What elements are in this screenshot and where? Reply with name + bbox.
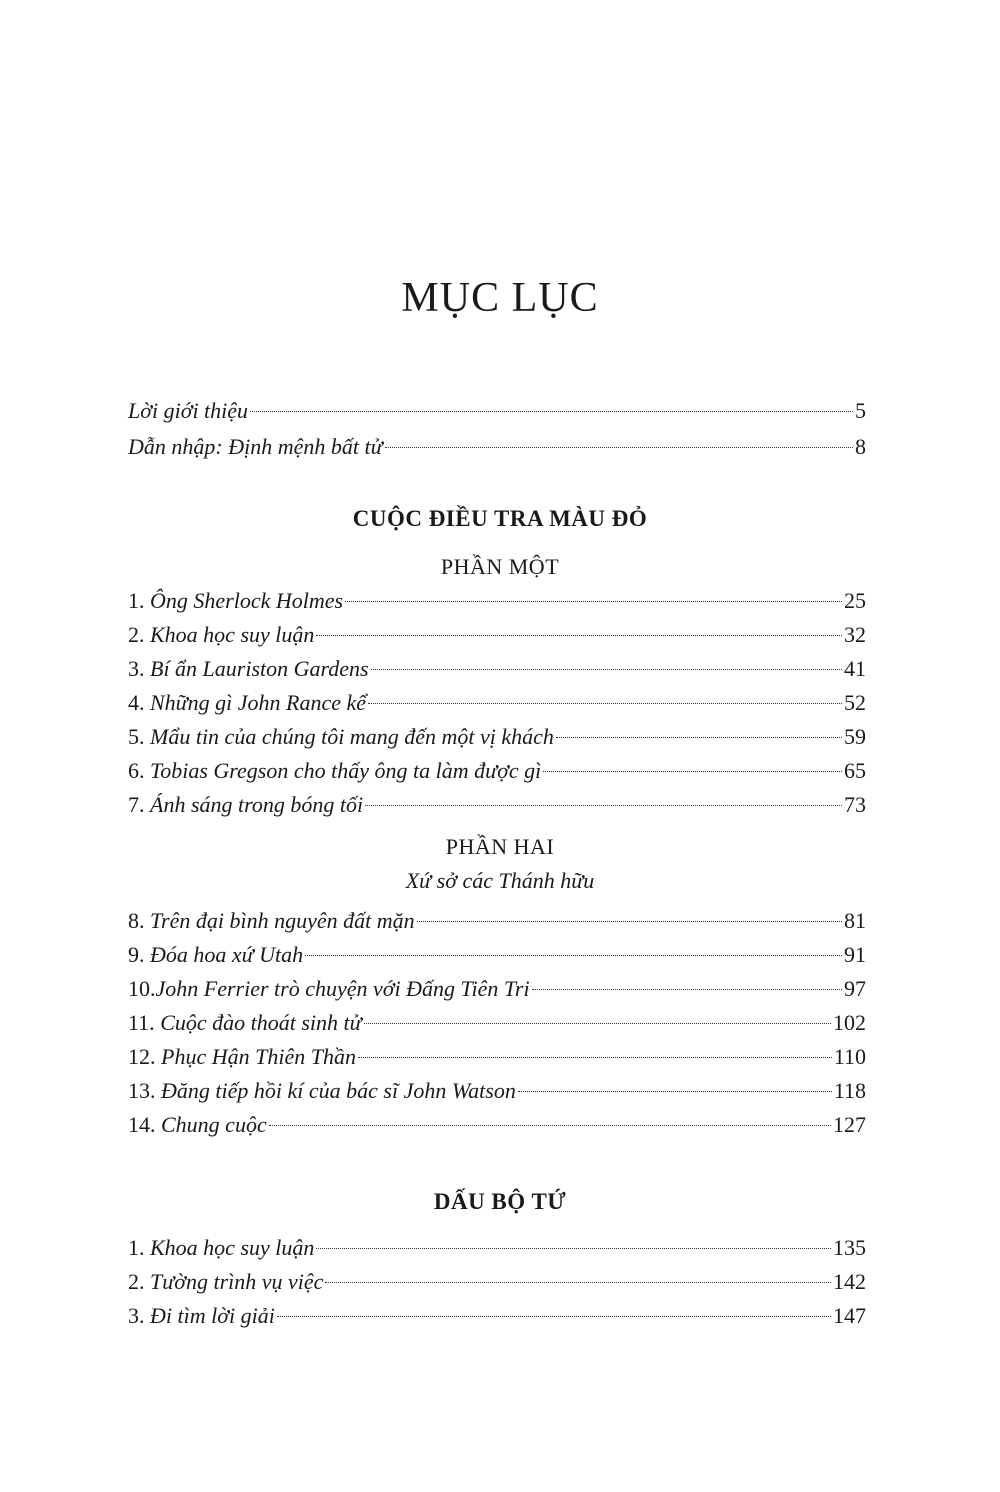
toc-entry-text: Khoa học suy luận	[150, 622, 315, 647]
part-heading: PHẦN MỘT	[440, 554, 560, 579]
toc-entry[interactable]	[128, 788, 866, 822]
dot-leader	[325, 1282, 831, 1283]
toc-entry-page: 91	[844, 942, 866, 967]
toc-entry[interactable]	[128, 584, 866, 618]
toc-entry[interactable]	[128, 904, 866, 938]
dot-leader	[316, 1248, 831, 1249]
toc-entry-page: 97	[844, 976, 866, 1001]
part-subtitle: Xứ sở các Thánh hữu	[405, 868, 595, 893]
toc-entry-text: Chung cuộc	[161, 1112, 267, 1137]
dot-leader	[269, 1125, 831, 1126]
book-title: CUỘC ĐIỀU TRA MÀU ĐỎ	[352, 506, 648, 531]
dot-leader	[518, 1091, 832, 1092]
book-title: DẤU BỘ TỨ	[433, 1189, 567, 1214]
dot-leader	[532, 989, 842, 990]
toc-entry-page: 147	[833, 1303, 866, 1328]
toc-entry-text: Cuộc đào thoát sinh tử	[160, 1010, 362, 1035]
toc-entry-text: Đóa hoa xứ Utah	[150, 942, 304, 967]
dot-leader	[364, 1023, 831, 1024]
toc-entry-page: 65	[844, 758, 866, 783]
toc-entry-text: Phục Hận Thiên Thần	[161, 1044, 356, 1069]
toc-entry-number: 12.	[128, 1044, 156, 1069]
toc-entry-text: Lời giới thiệu	[128, 398, 249, 423]
toc-entry[interactable]	[128, 1108, 866, 1142]
toc-entry-text: Đăng tiếp hồi kí của bác sĩ John Watson	[161, 1078, 516, 1103]
toc-entry-number: 10.	[128, 976, 156, 1001]
toc-entry-text: John Ferrier trò chuyện với Đấng Tiên Tri	[155, 976, 530, 1001]
dot-leader	[371, 669, 842, 670]
toc-entry-page: 118	[833, 1078, 866, 1103]
toc-entry-text: Mẩu tin của chúng tôi mang đến một vị khách	[150, 724, 554, 749]
page-title: MỤC LỤC	[401, 275, 599, 321]
toc-entry-number: 7.	[128, 792, 145, 817]
dot-leader	[543, 771, 842, 772]
dot-leader	[365, 805, 842, 806]
toc-entry[interactable]	[128, 1006, 866, 1040]
toc-entry[interactable]	[128, 720, 866, 754]
toc-entry-number: 2.	[128, 622, 145, 647]
toc-entry-number: 9.	[128, 942, 145, 967]
toc-entry[interactable]	[128, 652, 866, 686]
toc-entry-page: 127	[833, 1112, 866, 1137]
toc-entry-text: Ông Sherlock Holmes	[150, 588, 344, 613]
toc-entry-page: 52	[844, 690, 866, 715]
toc-entry-page: 32	[844, 622, 866, 647]
toc-entry[interactable]	[128, 1265, 866, 1299]
dot-leader	[345, 601, 842, 602]
toc-entry-text: Ánh sáng trong bóng tối	[150, 792, 364, 817]
toc-entry-text: Đi tìm lời giải	[150, 1303, 275, 1328]
dot-leader	[417, 921, 842, 922]
toc-entry-text: Những gì John Rance kể	[150, 690, 367, 715]
toc-entry[interactable]	[128, 686, 866, 720]
toc-entry-page: 135	[833, 1235, 866, 1260]
toc-entry-text: Trên đại bình nguyên đất mặn	[150, 908, 415, 933]
toc-entry-number: 6.	[128, 758, 145, 783]
toc-entry-number: 1.	[128, 588, 145, 613]
toc-entry[interactable]	[128, 1074, 866, 1108]
toc-entry-prologue[interactable]	[128, 430, 866, 464]
toc-entry-page: 110	[833, 1044, 866, 1069]
toc-entry-page: 8	[855, 434, 866, 459]
toc-entry[interactable]	[128, 938, 866, 972]
dot-leader	[305, 955, 842, 956]
dot-leader	[556, 737, 842, 738]
toc-entry[interactable]	[128, 1040, 866, 1074]
dot-leader	[316, 635, 842, 636]
toc-entry[interactable]	[128, 754, 866, 788]
toc-entry-page: 59	[844, 724, 866, 749]
toc-entry-introduction[interactable]	[128, 394, 866, 428]
toc-entry-number: 13.	[128, 1078, 156, 1103]
toc-entry-page: 73	[844, 792, 866, 817]
toc-entry[interactable]	[128, 1231, 866, 1265]
toc-entry-page: 25	[844, 588, 866, 613]
toc-entry[interactable]	[128, 972, 866, 1006]
toc-entry-text: Tobias Gregson cho thấy ông ta làm được gì	[150, 758, 542, 783]
toc-entry-number: 3.	[128, 1303, 145, 1328]
dot-leader	[385, 447, 853, 448]
toc-entry[interactable]	[128, 1299, 866, 1333]
toc-entry-text: Tường trình vụ việc	[150, 1269, 324, 1294]
part-heading: PHẦN HAI	[445, 834, 555, 859]
toc-entry-page: 5	[855, 398, 866, 423]
toc-entry[interactable]	[128, 618, 866, 652]
toc-entry-number: 1.	[128, 1235, 145, 1260]
toc-entry-number: 5.	[128, 724, 145, 749]
dot-leader	[250, 411, 853, 412]
toc-entry-page: 142	[833, 1269, 866, 1294]
toc-entry-number: 2.	[128, 1269, 145, 1294]
toc-entry-number: 14.	[128, 1112, 156, 1137]
toc-entry-number: 4.	[128, 690, 145, 715]
toc-entry-number: 8.	[128, 908, 145, 933]
toc-entry-page: 81	[844, 908, 866, 933]
toc-entry-page: 41	[844, 656, 866, 681]
toc-entry-text: Dẫn nhập: Định mệnh bất tử	[128, 434, 383, 459]
dot-leader	[277, 1316, 831, 1317]
dot-leader	[358, 1057, 832, 1058]
toc-entry-text: Bí ẩn Lauriston Gardens	[150, 656, 369, 681]
dot-leader	[368, 703, 842, 704]
toc-entry-text: Khoa học suy luận	[150, 1235, 315, 1260]
toc-entry-number: 11.	[128, 1010, 155, 1035]
toc-entry-page: 102	[833, 1010, 866, 1035]
toc-entry-number: 3.	[128, 656, 145, 681]
